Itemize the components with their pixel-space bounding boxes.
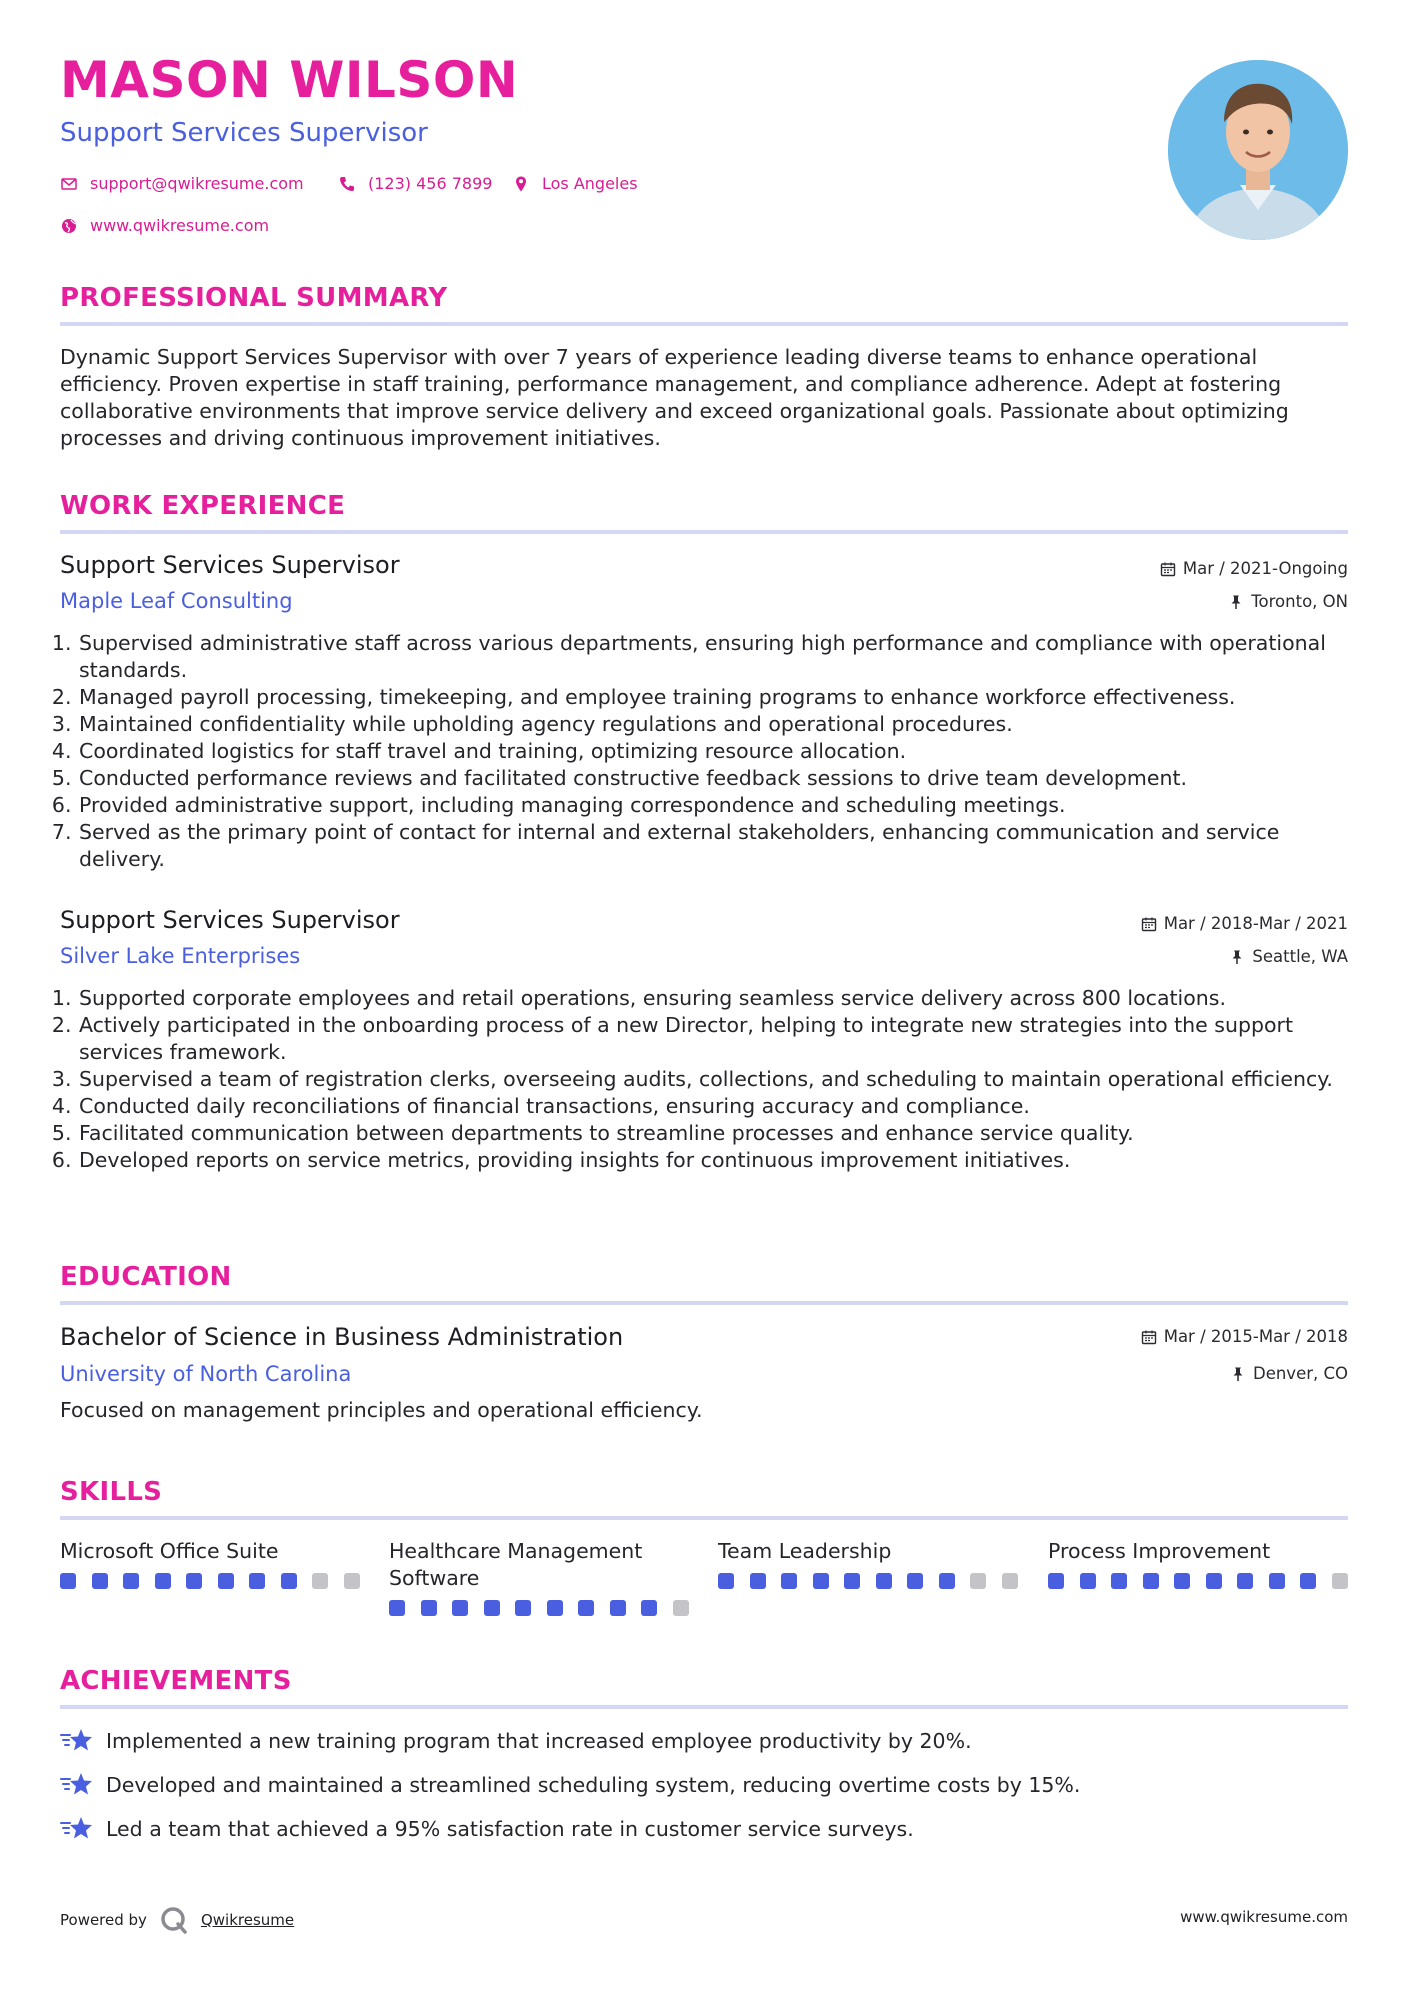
rating-dot-filled — [1048, 1573, 1064, 1589]
star-icon — [60, 1814, 94, 1844]
rating-dot-empty — [1002, 1573, 1018, 1589]
list-item: 2. Managed payroll processing, timekeeping, and employee training programs to enhance workforce effectiveness. — [78, 684, 1366, 711]
education-location-text: Denver, CO — [1252, 1364, 1348, 1383]
list-item: 3. Maintained confidentiality while upholding agency regulations and operational procedures. — [78, 711, 1366, 738]
job-2-dates — [1141, 916, 1348, 933]
powered-by-label: Powered by — [60, 1911, 147, 1929]
job-1-location-text: Toronto, ON — [1251, 592, 1348, 611]
map-pin-icon — [512, 175, 530, 193]
list-item: 7. Served as the primary point of contact for internal and external stakeholders, enhancing communication and service delivery. — [78, 819, 1366, 873]
rating-dot-filled — [813, 1573, 829, 1589]
star-icon — [60, 1726, 94, 1756]
achievement-text: Led a team that achieved a 95% satisfaction rate in customer service surveys. — [106, 1817, 914, 1841]
achievements-heading: ACHIEVEMENTS — [60, 1666, 292, 1696]
job-1-company: Maple Leaf Consulting — [60, 589, 293, 613]
skill-item — [60, 1538, 360, 1589]
contact-location — [512, 175, 638, 193]
powered-by — [60, 1905, 294, 1935]
skill-rating — [718, 1573, 1018, 1589]
contact-phone[interactable] — [338, 175, 492, 193]
education-dates-text: Mar / 2015-Mar / 2018 — [1163, 1327, 1348, 1346]
rating-dot-filled — [1143, 1573, 1159, 1589]
skill-item — [718, 1538, 1018, 1589]
education-location — [1230, 1366, 1348, 1383]
skill-item — [1048, 1538, 1348, 1589]
contact-email[interactable] — [60, 175, 304, 193]
qwikresume-logo-icon — [159, 1905, 189, 1935]
calendar-icon — [1141, 916, 1157, 932]
summary-heading: PROFESSIONAL SUMMARY — [60, 283, 448, 313]
skill-rating — [1048, 1573, 1348, 1589]
rating-dot-filled — [641, 1600, 657, 1616]
achievement-item — [60, 1726, 972, 1756]
profile-photo-illustration — [1168, 60, 1348, 240]
calendar-icon — [1141, 1329, 1157, 1345]
phone-icon — [338, 175, 356, 193]
rating-dot-filled — [421, 1600, 437, 1616]
job-2-company: Silver Lake Enterprises — [60, 944, 301, 968]
achievement-item — [60, 1770, 1080, 1800]
rating-dot-empty — [673, 1600, 689, 1616]
rating-dot-filled — [578, 1600, 594, 1616]
summary-text: Dynamic Support Services Supervisor with over 7 years of experience leading diverse teams to enhance operational efficiency. Proven expertise in staff training, performance management, and compliance adherence. Adept at fostering collaborative environments that improve service delivery and exceed organizational goals. Passionate about optimizing processes and driving continuous improvement initiatives. — [60, 345, 1289, 450]
rating-dot-filled — [939, 1573, 955, 1589]
rating-dot-filled — [281, 1573, 297, 1589]
skill-name: Healthcare Management Software — [389, 1539, 643, 1590]
job-2-dates-text: Mar / 2018-Mar / 2021 — [1163, 914, 1348, 933]
rating-dot-filled — [389, 1600, 405, 1616]
list-item: 3. Supervised a team of registration clerks, overseeing audits, collections, and scheduling to maintain operational efficiency. — [78, 1066, 1366, 1093]
rating-dot-filled — [718, 1573, 734, 1589]
list-item: 1. Supported corporate employees and retail operations, ensuring seamless service delivery across 800 locations. — [78, 985, 1366, 1012]
skill-name: Process Improvement — [1048, 1539, 1271, 1563]
education-divider — [60, 1301, 1348, 1305]
qwikresume-link[interactable]: Qwikresume — [200, 1911, 295, 1929]
education-heading: EDUCATION — [60, 1262, 232, 1292]
rating-dot-empty — [312, 1573, 328, 1589]
rating-dot-filled — [844, 1573, 860, 1589]
rating-dot-filled — [1206, 1573, 1222, 1589]
rating-dot-filled — [781, 1573, 797, 1589]
job-1-location — [1228, 594, 1348, 611]
website-text[interactable]: www.qwikresume.com — [90, 216, 270, 235]
rating-dot-filled — [1300, 1573, 1316, 1589]
list-item: 5. Conducted performance reviews and facilitated constructive feedback sessions to drive team development. — [78, 765, 1366, 792]
rating-dot-filled — [484, 1600, 500, 1616]
rating-dot-filled — [907, 1573, 923, 1589]
rating-dot-filled — [92, 1573, 108, 1589]
achievement-item — [60, 1814, 914, 1844]
achievements-divider — [60, 1705, 1348, 1709]
experience-heading: WORK EXPERIENCE — [60, 491, 346, 521]
envelope-icon — [60, 175, 78, 193]
list-item: 6. Developed reports on service metrics, providing insights for continuous improvement initiatives. — [78, 1147, 1366, 1174]
job-1-dates-text: Mar / 2021-Ongoing — [1182, 559, 1348, 578]
rating-dot-filled — [1237, 1573, 1253, 1589]
rating-dot-empty — [970, 1573, 986, 1589]
footer-url[interactable]: www.qwikresume.com — [1180, 1908, 1348, 1926]
job-1-dates — [1160, 561, 1348, 578]
achievement-text: Implemented a new training program that increased employee productivity by 20%. — [106, 1729, 972, 1753]
pushpin-icon — [1228, 594, 1244, 610]
skills-divider — [60, 1516, 1348, 1520]
job-2-responsibilities — [60, 985, 1366, 1174]
location-text: Los Angeles — [542, 174, 638, 193]
job-2-title: Support Services Supervisor — [60, 906, 400, 934]
rating-dot-filled — [547, 1600, 563, 1616]
job-2-location — [1229, 949, 1348, 966]
rating-dot-filled — [1269, 1573, 1285, 1589]
rating-dot-filled — [1080, 1573, 1096, 1589]
job-1-title: Support Services Supervisor — [60, 551, 400, 579]
list-item: 4. Coordinated logistics for staff travel and training, optimizing resource allocation. — [78, 738, 1366, 765]
experience-divider — [60, 530, 1348, 534]
rating-dot-filled — [123, 1573, 139, 1589]
skill-rating — [389, 1600, 689, 1616]
list-item: 6. Provided administrative support, including managing correspondence and scheduling meetings. — [78, 792, 1366, 819]
pushpin-icon — [1229, 949, 1245, 965]
list-item: 4. Conducted daily reconciliations of financial transactions, ensuring accuracy and compliance. — [78, 1093, 1366, 1120]
rating-dot-filled — [186, 1573, 202, 1589]
skill-item — [389, 1538, 689, 1616]
rating-dot-filled — [610, 1600, 626, 1616]
profile-photo — [1168, 60, 1348, 240]
email-text[interactable]: support@qwikresume.com — [90, 174, 304, 193]
list-item: 1. Supervised administrative staff across various departments, ensuring high performance and compliance with operational standards. — [78, 630, 1366, 684]
list-item: 2. Actively participated in the onboarding process of a new Director, helping to integrate new strategies into the support services framework. — [78, 1012, 1366, 1066]
skill-rating — [60, 1573, 360, 1589]
education-degree: Bachelor of Science in Business Administration — [60, 1323, 624, 1351]
list-item: 5. Facilitated communication between departments to streamline processes and enhance service quality. — [78, 1120, 1366, 1147]
achievement-text: Developed and maintained a streamlined scheduling system, reducing overtime costs by 15%. — [106, 1773, 1081, 1797]
rating-dot-filled — [249, 1573, 265, 1589]
job-2-location-text: Seattle, WA — [1252, 947, 1348, 966]
candidate-role: Support Services Supervisor — [60, 118, 428, 148]
skill-name: Microsoft Office Suite — [60, 1539, 279, 1563]
rating-dot-filled — [1174, 1573, 1190, 1589]
rating-dot-filled — [750, 1573, 766, 1589]
globe-icon — [60, 217, 78, 235]
rating-dot-filled — [218, 1573, 234, 1589]
candidate-name: MASON WILSON — [60, 51, 519, 109]
rating-dot-filled — [155, 1573, 171, 1589]
rating-dot-filled — [515, 1600, 531, 1616]
rating-dot-filled — [60, 1573, 76, 1589]
contact-website[interactable] — [60, 217, 269, 235]
star-icon — [60, 1770, 94, 1800]
education-school: University of North Carolina — [60, 1362, 352, 1386]
rating-dot-filled — [452, 1600, 468, 1616]
job-1-responsibilities — [60, 630, 1366, 873]
calendar-icon — [1160, 561, 1176, 577]
rating-dot-empty — [344, 1573, 360, 1589]
phone-text[interactable]: (123) 456 7899 — [368, 174, 493, 193]
rating-dot-filled — [1111, 1573, 1127, 1589]
skill-name: Team Leadership — [718, 1539, 892, 1563]
education-dates — [1141, 1329, 1348, 1346]
pushpin-icon — [1230, 1366, 1246, 1382]
skills-heading: SKILLS — [60, 1477, 163, 1507]
rating-dot-filled — [876, 1573, 892, 1589]
summary-divider — [60, 322, 1348, 326]
education-description: Focused on management principles and operational efficiency. — [60, 1398, 703, 1422]
rating-dot-empty — [1332, 1573, 1348, 1589]
